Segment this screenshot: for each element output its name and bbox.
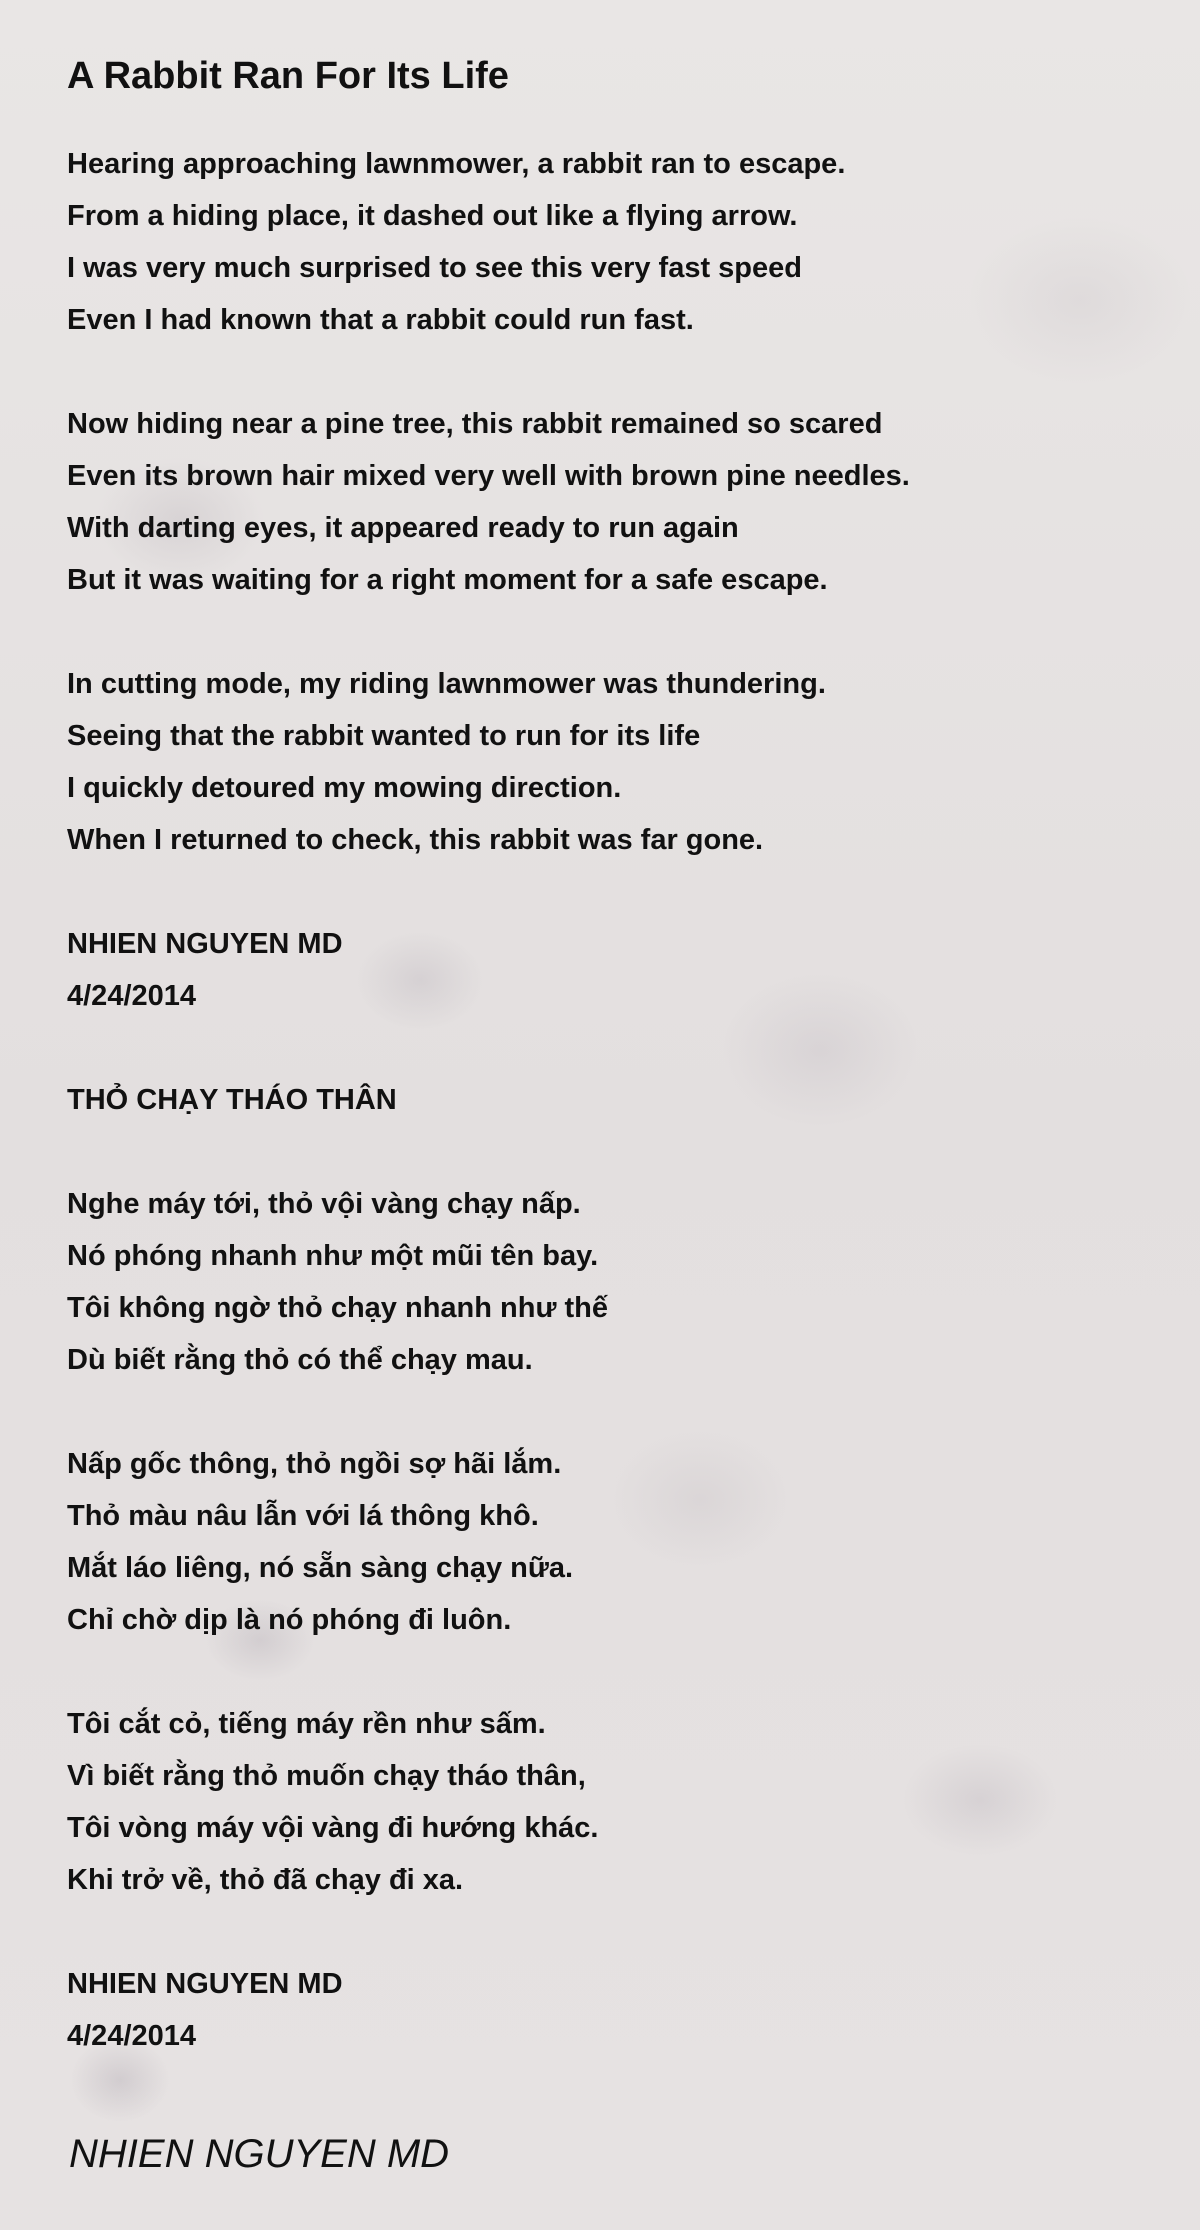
poem-line: With darting eyes, it appeared ready to run again: [67, 512, 739, 544]
poem-line: Nó phóng nhanh như một mũi tên bay.: [67, 1240, 599, 1272]
poem-line: I was very much surprised to see this very fast speed: [67, 252, 802, 284]
author-date-block: [67, 918, 1147, 1022]
poet-signature: NHIEN NGUYEN MD: [69, 2132, 450, 2176]
poem-line: Even I had known that a rabbit could run fast.: [67, 304, 694, 336]
poem-line: Mắt láo liêng, nó sẵn sàng chạy nữa.: [67, 1552, 574, 1584]
stanza: [67, 658, 1147, 866]
poem-line: In cutting mode, my riding lawnmower was thundering.: [67, 668, 826, 700]
poem-line: Tôi vòng máy vội vàng đi hướng khác.: [67, 1812, 599, 1844]
poem-line: Seeing that the rabbit wanted to run for its life: [67, 720, 701, 752]
stanza: [67, 138, 1147, 346]
poem-line: Nghe máy tới, thỏ vội vàng chạy nấp.: [67, 1188, 581, 1220]
stanza: [67, 398, 1147, 606]
poem-line: But it was waiting for a right moment for a safe escape.: [67, 564, 828, 596]
translation-title-block: [67, 1074, 1147, 1126]
poem-page: [67, 52, 1147, 2114]
author-name: NHIEN NGUYEN MD: [67, 928, 343, 960]
poem-body: [67, 138, 1147, 2062]
poem-line: Now hiding near a pine tree, this rabbit remained so scared: [67, 408, 883, 440]
translation-title: THỎ CHẠY THÁO THÂN: [67, 1084, 397, 1116]
poem-line: Vì biết rằng thỏ muốn chạy tháo thân,: [67, 1760, 586, 1792]
poem-line: Chỉ chờ dịp là nó phóng đi luôn.: [67, 1604, 512, 1636]
stanza: [67, 1438, 1147, 1646]
poem-line: Tôi không ngờ thỏ chạy nhanh như thế: [67, 1292, 609, 1324]
author-name: NHIEN NGUYEN MD: [67, 1968, 343, 2000]
author-date-block: [67, 1958, 1147, 2062]
poem-line: When I returned to check, this rabbit was far gone.: [67, 824, 764, 856]
stanza: [67, 1698, 1147, 1906]
poem-line: Hearing approaching lawnmower, a rabbit ran to escape.: [67, 148, 846, 180]
poem-line: Khi trở về, thỏ đã chạy đi xa.: [67, 1864, 464, 1896]
poem-date: 4/24/2014: [67, 980, 197, 1012]
poem-line: Dù biết rằng thỏ có thể chạy mau.: [67, 1344, 533, 1376]
poem-line: Thỏ màu nâu lẫn với lá thông khô.: [67, 1500, 539, 1532]
poem-line: Nấp gốc thông, thỏ ngồi sợ hãi lắm.: [67, 1448, 562, 1480]
poem-date: 4/24/2014: [67, 2020, 197, 2052]
poem-title: A Rabbit Ran For Its Life: [67, 55, 509, 97]
poem-line: Even its brown hair mixed very well with brown pine needles.: [67, 460, 910, 492]
poem-line: Tôi cắt cỏ, tiếng máy rền như sấm.: [67, 1708, 546, 1740]
poem-line: From a hiding place, it dashed out like a flying arrow.: [67, 200, 798, 232]
stanza: [67, 1178, 1147, 1386]
poem-line: I quickly detoured my mowing direction.: [67, 772, 622, 804]
